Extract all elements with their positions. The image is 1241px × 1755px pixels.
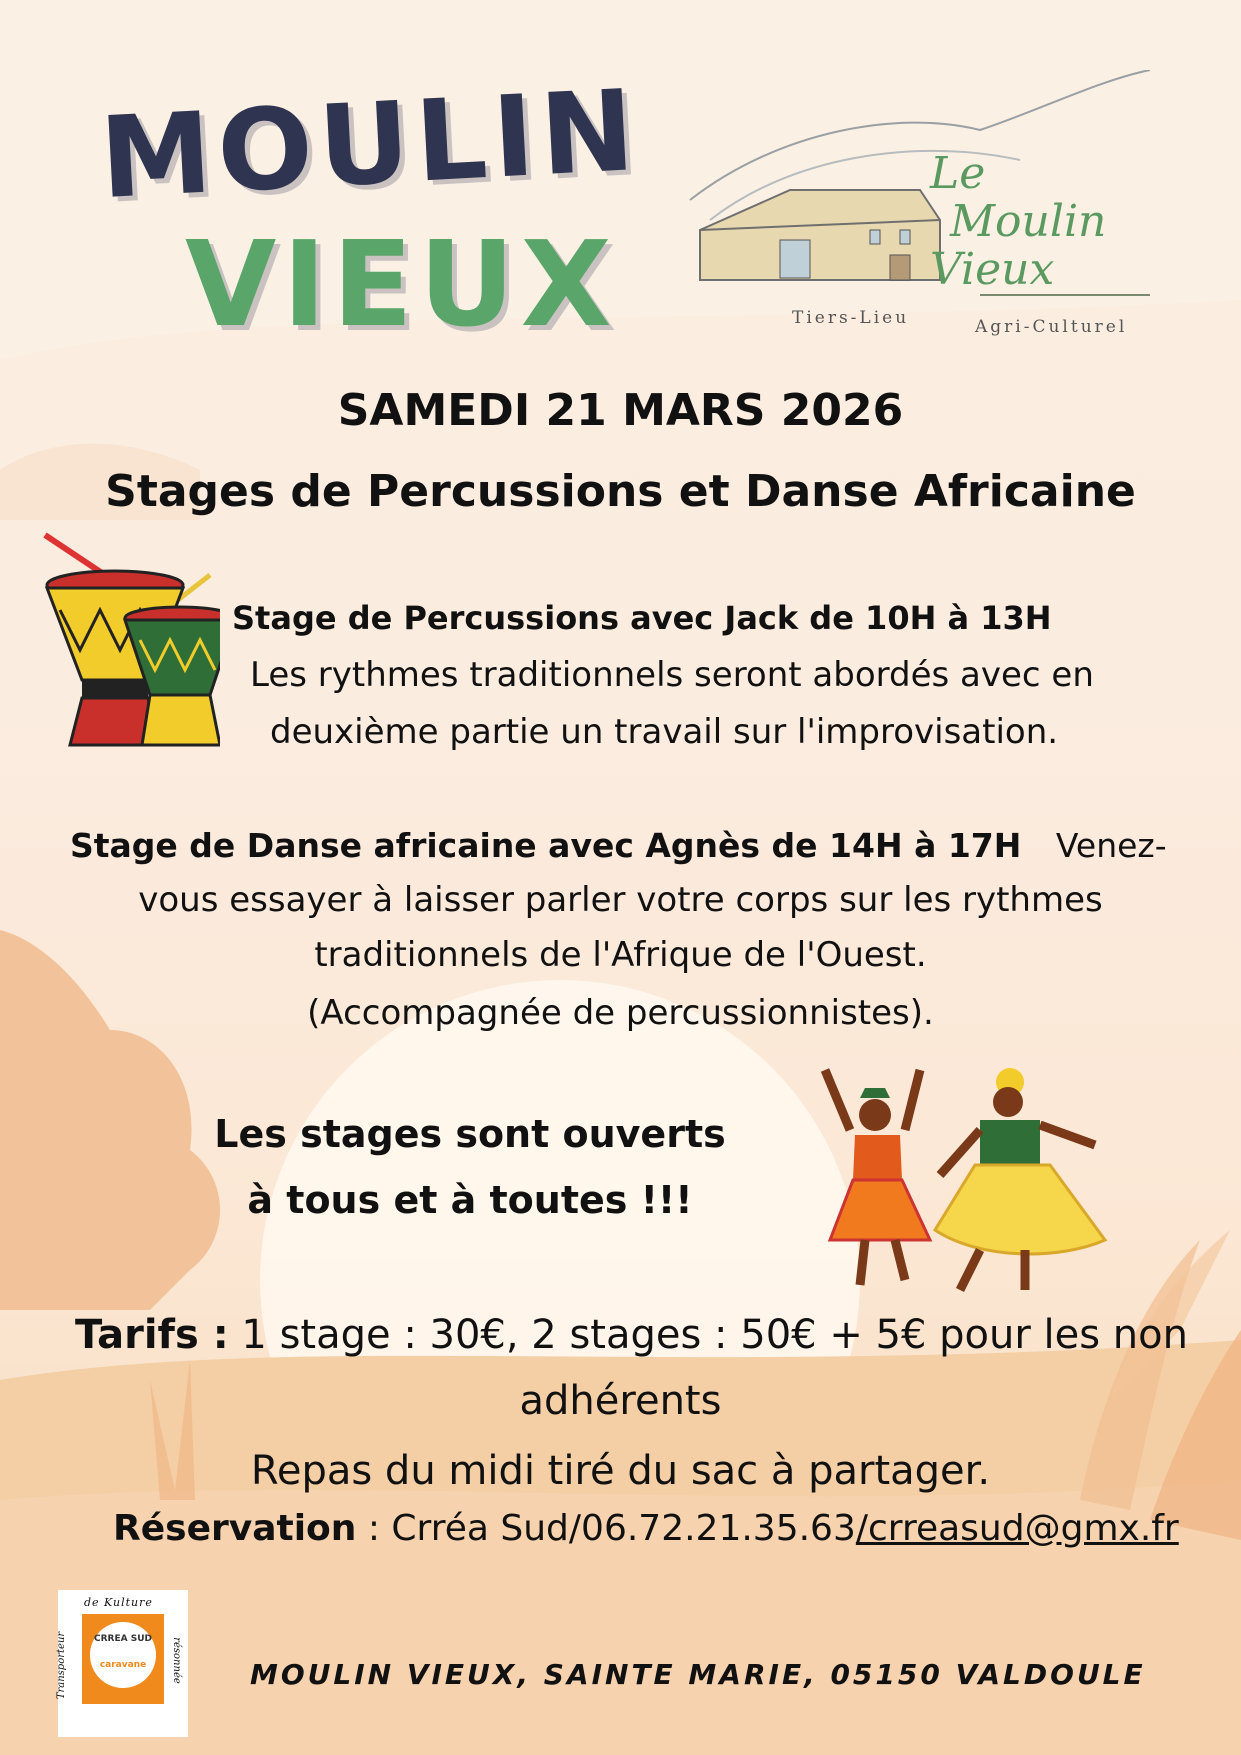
stage1-desc-line2: deuxième partie un travail sur l'improvisation. <box>270 712 1059 752</box>
open-line2: à tous et à toutes !!! <box>247 1178 693 1222</box>
stage2-desc-line2: vous essayer à laisser parler votre corps sur les rythmes <box>138 880 1103 920</box>
crrea-logo-right: résonnée <box>170 1637 182 1684</box>
address: MOULIN VIEUX, SAINTE MARIE, 05150 VALDOULE <box>250 1658 1146 1691</box>
event-date: SAMEDI 21 MARS 2026 <box>337 385 904 436</box>
reservation-contact: Crréa Sud/06.72.21.35.63 <box>391 1508 856 1549</box>
venue-logo-script <box>930 150 1106 294</box>
stage1-title: Stage de Percussions avec Jack de 10H à 13H <box>232 599 1052 637</box>
tarifs-label: Tarifs : <box>75 1312 229 1358</box>
venue-tag-left: Tiers-Lieu <box>792 308 910 328</box>
crrea-logo-name: CRREA SUD <box>94 1634 152 1644</box>
open-line1: Les stages sont ouverts <box>214 1112 726 1156</box>
crrea-logo-circle <box>90 1622 156 1688</box>
crrea-logo-square <box>82 1614 164 1704</box>
repas-text: Repas du midi tiré du sac à partager. <box>250 1448 991 1494</box>
crrea-logo-left: Transporteur <box>56 1631 68 1700</box>
tarifs-line1 <box>75 1312 1188 1358</box>
stage2-desc-line4: (Accompagnée de percussionnistes). <box>307 993 934 1033</box>
reservation-email-link[interactable]: /crreasud@gmx.fr <box>855 1508 1179 1549</box>
stage2-line1 <box>70 826 1167 865</box>
stage2-desc-start: Venez- <box>1055 826 1167 865</box>
crrea-logo-caravane: caravane <box>99 1660 147 1670</box>
crrea-logo-top: de Kulture <box>84 1596 153 1609</box>
tarifs-text: 1 stage : 30€, 2 stages : 50€ + 5€ pour les non <box>241 1312 1188 1358</box>
venue-tag-right: Agri-Culturel <box>975 317 1128 337</box>
reservation-label: Réservation <box>113 1508 357 1549</box>
reservation-line <box>113 1508 1179 1549</box>
tarifs-line2: adhérents <box>519 1378 722 1424</box>
stage1-desc-line1: Les rythmes traditionnels seront abordés avec en <box>250 655 1094 695</box>
stage2-title: Stage de Danse africaine avec Agnès de 14H à 17H <box>70 826 1022 865</box>
logo-vieux: VIEUX <box>185 215 618 353</box>
venue-logo-le: Le <box>930 148 986 199</box>
venue-logo-vieux: Vieux <box>930 244 1055 295</box>
venue-logo-moulin: Moulin <box>950 196 1107 247</box>
dancers-illustration <box>810 1060 1110 1305</box>
reservation-sep: : <box>356 1508 392 1549</box>
crrea-logo <box>58 1590 188 1737</box>
drums-illustration <box>30 530 220 750</box>
logo-moulin: MOULIN <box>96 65 644 225</box>
stage2-desc-line3: traditionnels de l'Afrique de l'Ouest. <box>314 935 927 975</box>
event-title: Stages de Percussions et Danse Africaine <box>105 466 1136 517</box>
